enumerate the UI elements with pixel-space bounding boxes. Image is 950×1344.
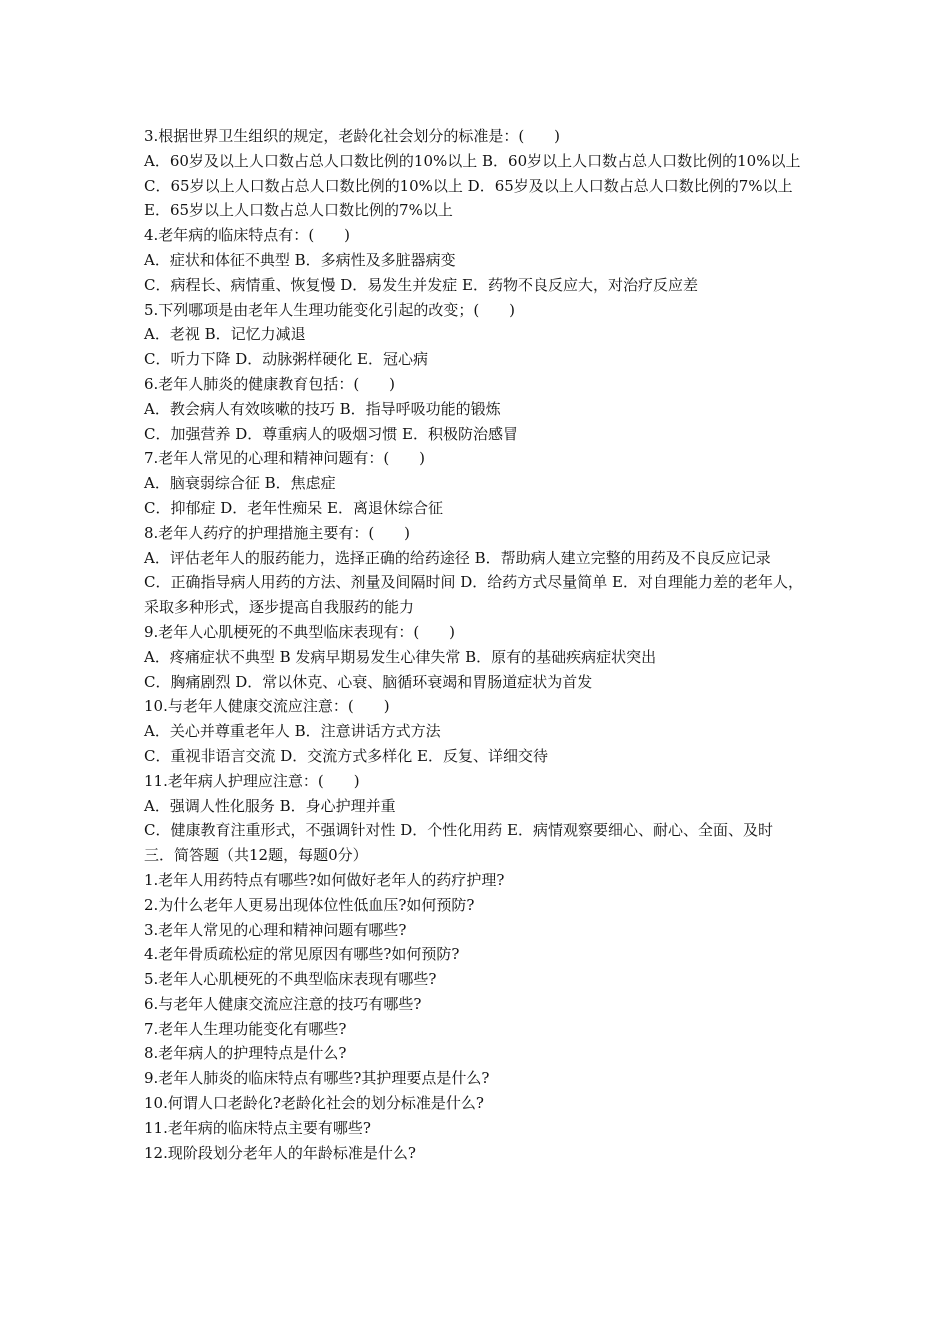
question-7: 7.老年人常见的心理和精神问题有：( ) <box>144 449 426 468</box>
short-answer-7: 7.老年人生理功能变化有哪些? <box>144 1019 347 1038</box>
question-4: 4.老年病的临床特点有：( ) <box>144 226 351 245</box>
q5-options-cde: C．听力下降 D．动脉粥样硬化 E．冠心病 <box>144 350 428 369</box>
q3-options-cde: C．65岁以上人口数占总人口数比例的10%以上 D．65岁及以上人口数占总人口数比例的7%以上 E．65岁以上人口数占总人口数比例的7%以上 <box>144 176 793 220</box>
short-answer-2: 2.为什么老年人更易出现体位性低血压?如何预防? <box>144 895 475 914</box>
q11-options-cde: C．健康教育注重形式，不强调针对性 D．个性化用药 E．病情观察要细心、耐心、全面、及时 <box>144 821 773 840</box>
short-answer-11: 11.老年病的临床特点主要有哪些? <box>144 1118 371 1137</box>
question-8: 8.老年人药疗的护理措施主要有：( ) <box>144 523 411 542</box>
q5-options-ab: A．老视 B．记忆力减退 <box>144 325 306 344</box>
q7-options-cde: C．抑郁症 D．老年性痴呆 E．离退休综合征 <box>144 498 443 517</box>
short-answer-6: 6.与老年人健康交流应注意的技巧有哪些? <box>144 994 422 1013</box>
short-answer-10: 10.何谓人口老龄化?老龄化社会的划分标准是什么? <box>144 1094 484 1113</box>
q3-options-ab: A．60岁及以上人口数占总人口数比例的10%以上 B．60岁以上人口数占总人口数比例的10%以上 <box>144 151 801 170</box>
question-11: 11.老年病人护理应注意：( ) <box>144 771 360 790</box>
short-answer-1: 1.老年人用药特点有哪些?如何做好老年人的药疗护理? <box>144 870 505 889</box>
q8-options-cde: C．正确指导病人用药的方法、剂量及间隔时间 D．给药方式尽量简单 E．对自理能力差的老年人，采取多种形式，逐步提高自我服药的能力 <box>144 573 803 617</box>
document-page <box>144 124 810 1165</box>
short-answer-12: 12.现阶段划分老年人的年龄标准是什么? <box>144 1143 416 1162</box>
q4-options-ab: A．症状和体征不典型 B．多病性及多脏器病变 <box>144 250 456 269</box>
q4-options-cde: C．病程长、病情重、恢复慢 D．易发生并发症 E．药物不良反应大，对治疗反应差 <box>144 275 698 294</box>
q6-options-cde: C．加强营养 D．尊重病人的吸烟习惯 E．积极防治感冒 <box>144 424 518 443</box>
question-9: 9.老年人心肌梗死的不典型临床表现有：( ) <box>144 622 456 641</box>
short-answer-5: 5.老年人心肌梗死的不典型临床表现有哪些? <box>144 970 437 989</box>
q10-options-ab: A．关心并尊重老年人 B．注意讲话方式方法 <box>144 722 441 741</box>
section-heading-short-answer: 三．简答题（共12题，每题0分） <box>144 846 368 865</box>
q9-options-ab: A．疼痛症状不典型 B 发病早期易发生心律失常 B．原有的基础疾病症状突出 <box>144 647 657 666</box>
question-10: 10.与老年人健康交流应注意：( ) <box>144 697 390 716</box>
q9-options-cd: C．胸痛剧烈 D．常以休克、心衰、脑循环衰竭和胃肠道症状为首发 <box>144 672 593 691</box>
q7-options-ab: A．脑衰弱综合征 B．焦虑症 <box>144 474 336 493</box>
q11-options-ab: A．强调人性化服务 B．身心护理并重 <box>144 796 396 815</box>
question-5: 5.下列哪项是由老年人生理功能变化引起的改变；( ) <box>144 300 516 319</box>
question-3: 3.根据世界卫生组织的规定，老龄化社会划分的标准是：( ) <box>144 127 561 145</box>
q6-options-ab: A．教会病人有效咳嗽的技巧 B．指导呼吸功能的锻炼 <box>144 399 501 418</box>
q8-options-ab: A．评估老年人的服药能力，选择正确的给药途径 B．帮助病人建立完整的用药及不良反应记录 <box>144 548 771 567</box>
question-6: 6.老年人肺炎的健康教育包括：( ) <box>144 374 396 393</box>
q10-options-cde: C．重视非语言交流 D．交流方式多样化 E．反复、详细交待 <box>144 746 548 765</box>
short-answer-8: 8.老年病人的护理特点是什么? <box>144 1044 347 1063</box>
short-answer-4: 4.老年骨质疏松症的常见原因有哪些?如何预防? <box>144 945 460 964</box>
short-answer-9: 9.老年人肺炎的临床特点有哪些?其护理要点是什么? <box>144 1069 490 1088</box>
short-answer-3: 3.老年人常见的心理和精神问题有哪些? <box>144 920 407 939</box>
